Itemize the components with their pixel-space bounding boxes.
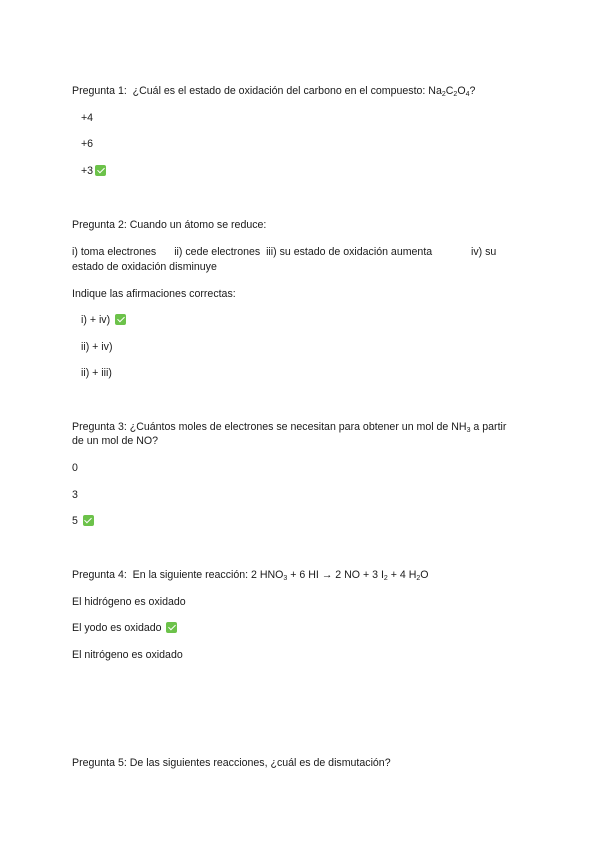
q2-option: ii) + iv) xyxy=(81,341,113,353)
q1-sub1: 2 xyxy=(441,91,446,98)
q4-option: El nitrógeno es oxidado xyxy=(72,649,183,661)
q2-statement-iv-line1: iv) su xyxy=(471,246,497,258)
q3-question-line2: de un mol de NO? xyxy=(72,435,158,447)
q4-sub3: 2 xyxy=(416,575,421,582)
q3-sub: 3 xyxy=(466,427,471,434)
q4-text1: En la siguiente reacción: 2 HNO xyxy=(132,569,284,581)
check-mark-icon xyxy=(95,165,106,176)
q1-mid2: O xyxy=(457,85,466,97)
q5-label: Pregunta 5: xyxy=(72,757,127,769)
q1-option: +6 xyxy=(81,138,94,150)
q3-text-end: a partir xyxy=(470,421,507,433)
check-mark-icon xyxy=(115,314,126,325)
q1-end: ? xyxy=(469,85,476,97)
q2-statement-iv-line2: estado de oxidación disminuye xyxy=(72,261,217,273)
q3-option: 3 xyxy=(72,489,78,501)
q4-text3: + 4 H xyxy=(387,569,417,581)
q3-option: 0 xyxy=(72,462,78,474)
q1-option: +4 xyxy=(81,112,94,124)
q4-text2: + 6 HI → 2 NO + 3 I xyxy=(287,569,384,581)
q2-statement-iii: iii) su estado de oxidación aumenta xyxy=(266,246,433,258)
q3-option: 5 xyxy=(72,514,94,528)
q2-label: Pregunta 2: xyxy=(72,219,127,231)
q3-question xyxy=(72,420,506,434)
q2-statements xyxy=(72,245,450,259)
q4-option: El hidrógeno es oxidado xyxy=(72,596,186,608)
q2-statement-ii: ii) cede electrones xyxy=(174,246,261,258)
q2-question xyxy=(72,218,266,232)
q4-label: Pregunta 4: xyxy=(72,569,127,581)
q4-text4: O xyxy=(420,569,429,581)
q2-option: i) + iv) xyxy=(81,313,126,327)
q1-sub2: 2 xyxy=(453,91,458,98)
check-mark-icon xyxy=(83,515,94,526)
q5-text: De las siguientes reacciones, ¿cuál es de dismutación? xyxy=(129,757,391,769)
q2-option: ii) + iii) xyxy=(81,367,112,379)
q1-sub3: 4 xyxy=(465,91,470,98)
q1-text: ¿Cuál es el estado de oxidación del carbono en el compuesto: Na xyxy=(132,85,442,97)
q2-text: Cuando un átomo se reduce: xyxy=(129,219,267,231)
check-mark-icon xyxy=(166,622,177,633)
q5-question xyxy=(72,756,391,770)
q1-mid: C xyxy=(445,85,454,97)
q1-question xyxy=(72,84,475,98)
q3-text: ¿Cuántos moles de electrones se necesitan para obtener un mol de NH xyxy=(129,421,467,433)
q4-sub1: 3 xyxy=(283,575,288,582)
q2-instruction: Indique las afirmaciones correctas: xyxy=(72,288,236,300)
q4-question xyxy=(72,568,429,582)
q2-statement-i: i) toma electrones xyxy=(72,246,157,258)
q1-label: Pregunta 1: xyxy=(72,85,127,97)
q1-option: +3 xyxy=(81,164,106,178)
q3-label: Pregunta 3: xyxy=(72,421,127,433)
q4-option: El yodo es oxidado xyxy=(72,621,177,635)
q4-sub2: 2 xyxy=(383,575,388,582)
